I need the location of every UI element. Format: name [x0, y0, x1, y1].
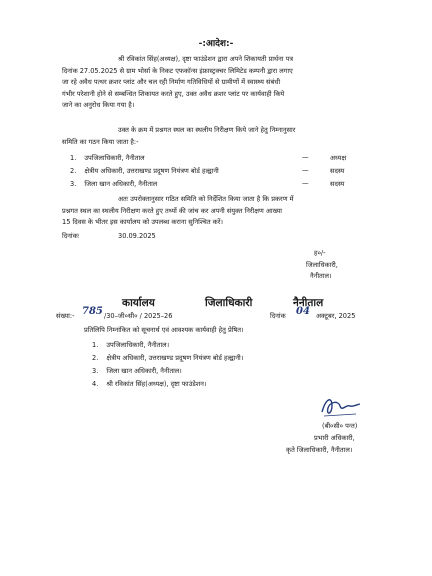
member-name: जिला खान अधिकारी, नैनीताल [84, 180, 158, 188]
member-dash: — [302, 153, 309, 161]
copy-text: जिला खान अधिकारी, नैनीताल। [106, 367, 182, 375]
committee-member [70, 153, 145, 162]
copy-item [92, 340, 169, 349]
ref-date-label: दिनांक [270, 312, 286, 320]
copy-number: 1. [92, 341, 99, 349]
paragraph-line: दिनांक 27.05.2025 से ग्राम भोर्सा के निकट एफकॉन्स इंफ्रास्ट्रक्चर लिमिटेड कम्पनी द्वारा लगाए [62, 66, 293, 75]
ref-number-suffix: /30–जी०सी० / 2025–26 [104, 312, 173, 320]
committee-member [70, 179, 157, 188]
paragraph-line: जा रहे अवैध पत्थर क्रशर प्लांट और चल रही निर्माण गतिविधियों से ग्रामीणों में स्वास्थ्य संबंधी [62, 78, 281, 86]
copy-item [92, 353, 243, 362]
member-role: सदस्य [330, 167, 345, 175]
copy-text: श्री रविकांत सिंह(अध्यक्ष), दृष्टा फाउंडेशन। [106, 380, 207, 388]
copy-item [92, 379, 206, 388]
signatory-office: कृते जिलाधिकारी, नैनीताल। [286, 446, 353, 454]
committee-member [70, 166, 219, 175]
copy-number: 2. [92, 354, 99, 362]
order-date: 30.09.2025 [118, 232, 156, 240]
ref-number-handwritten: 785 [82, 306, 103, 317]
copy-text: उपजिलाधिकारी, नैनीताल। [106, 341, 170, 349]
paragraph-line: श्री रविकांत सिंह(अध्यक्ष), दृष्टा फाउंडेशन द्वारा अपने शिकायती प्रार्थना पत्र [118, 55, 293, 63]
copy-text: क्षेत्रीय अधिकारी, उत्तराखण्ड प्रदूषण नियंत्रण बोर्ड हल्द्वानी। [106, 354, 244, 362]
member-number: 2. [70, 167, 77, 175]
copy-item [92, 366, 182, 375]
paragraph-line: गंभीर परेशानी होने से सम्बन्धित शिकायत करते हुए, उक्त अवैध क्रशर प्लांट पर कार्यवाही किये [62, 89, 285, 98]
paragraph-line: समिति का गठन किया जाता है:- [62, 137, 139, 146]
complaint-paragraph [62, 54, 380, 112]
signatory-name: (बी०सी० पन्त) [322, 422, 358, 430]
sign-place: नैनीताल। [310, 272, 332, 280]
paragraph-line: उक्त के क्रम में प्रश्नगत स्थल का स्थलीय निरीक्षण किये जाने हेतु निम्नानुसार [118, 126, 296, 134]
member-dash: — [302, 166, 309, 174]
sign-title: जिलाधिकारी, [306, 261, 338, 269]
paragraph-line: अतः उपरोक्तानुसार गठित समिति को निर्देशित किया जाता है कि प्रकरण में [118, 195, 294, 203]
handwritten-signature [318, 394, 362, 420]
member-number: 1. [70, 154, 77, 162]
paragraph-line: 15 दिवस के भीतर इस कार्यालय को उपलब्ध कराना सुनिश्चित करें। [62, 218, 223, 226]
order-title: -:आदेश:- [198, 39, 234, 49]
member-number: 3. [70, 180, 77, 188]
ref-date-suffix: अक्टूबर, 2025 [316, 312, 356, 320]
paragraph-line: प्रश्नगत स्थल का स्थलीय निरीक्षण करते हुए तथ्यों की जांच कर अपनी संयुक्त निरीक्षण आख्या [62, 206, 282, 215]
member-name: उपजिलाधिकारी, नैनीताल [84, 154, 145, 162]
office-header-word2: जिलाधिकारी [205, 297, 253, 309]
order-date-label: दिनांकः [62, 232, 79, 240]
member-name: क्षेत्रीय अधिकारी, उत्तराखण्ड प्रदूषण नियंत्रण बोर्ड हल्द्वानी [84, 167, 219, 175]
directive-paragraph [62, 194, 380, 229]
copy-intro: प्रतिलिपि निम्नांकित को सूचनार्थ एवं आवश्यक कार्यवाही हेतु प्रेषित। [84, 326, 244, 334]
member-role: सदस्य [330, 180, 345, 188]
copy-number: 3. [92, 367, 99, 375]
office-header-word1: कार्यालय [122, 297, 155, 309]
copy-number: 4. [92, 380, 99, 388]
ref-date-handwritten: 04 [296, 306, 310, 317]
member-dash: — [302, 179, 309, 187]
committee-intro-paragraph [62, 125, 380, 148]
ref-number-label: संख्या:- [56, 312, 75, 320]
signatory-designation: प्रभारी अधिकारी, [314, 434, 355, 442]
office-header-word3: नैनीताल [293, 297, 324, 309]
member-role: अध्यक्ष [330, 154, 347, 162]
sign-abbrev: ह०/- [314, 249, 326, 257]
paragraph-line: जाने का अनुरोध किया गया है। [62, 101, 135, 109]
